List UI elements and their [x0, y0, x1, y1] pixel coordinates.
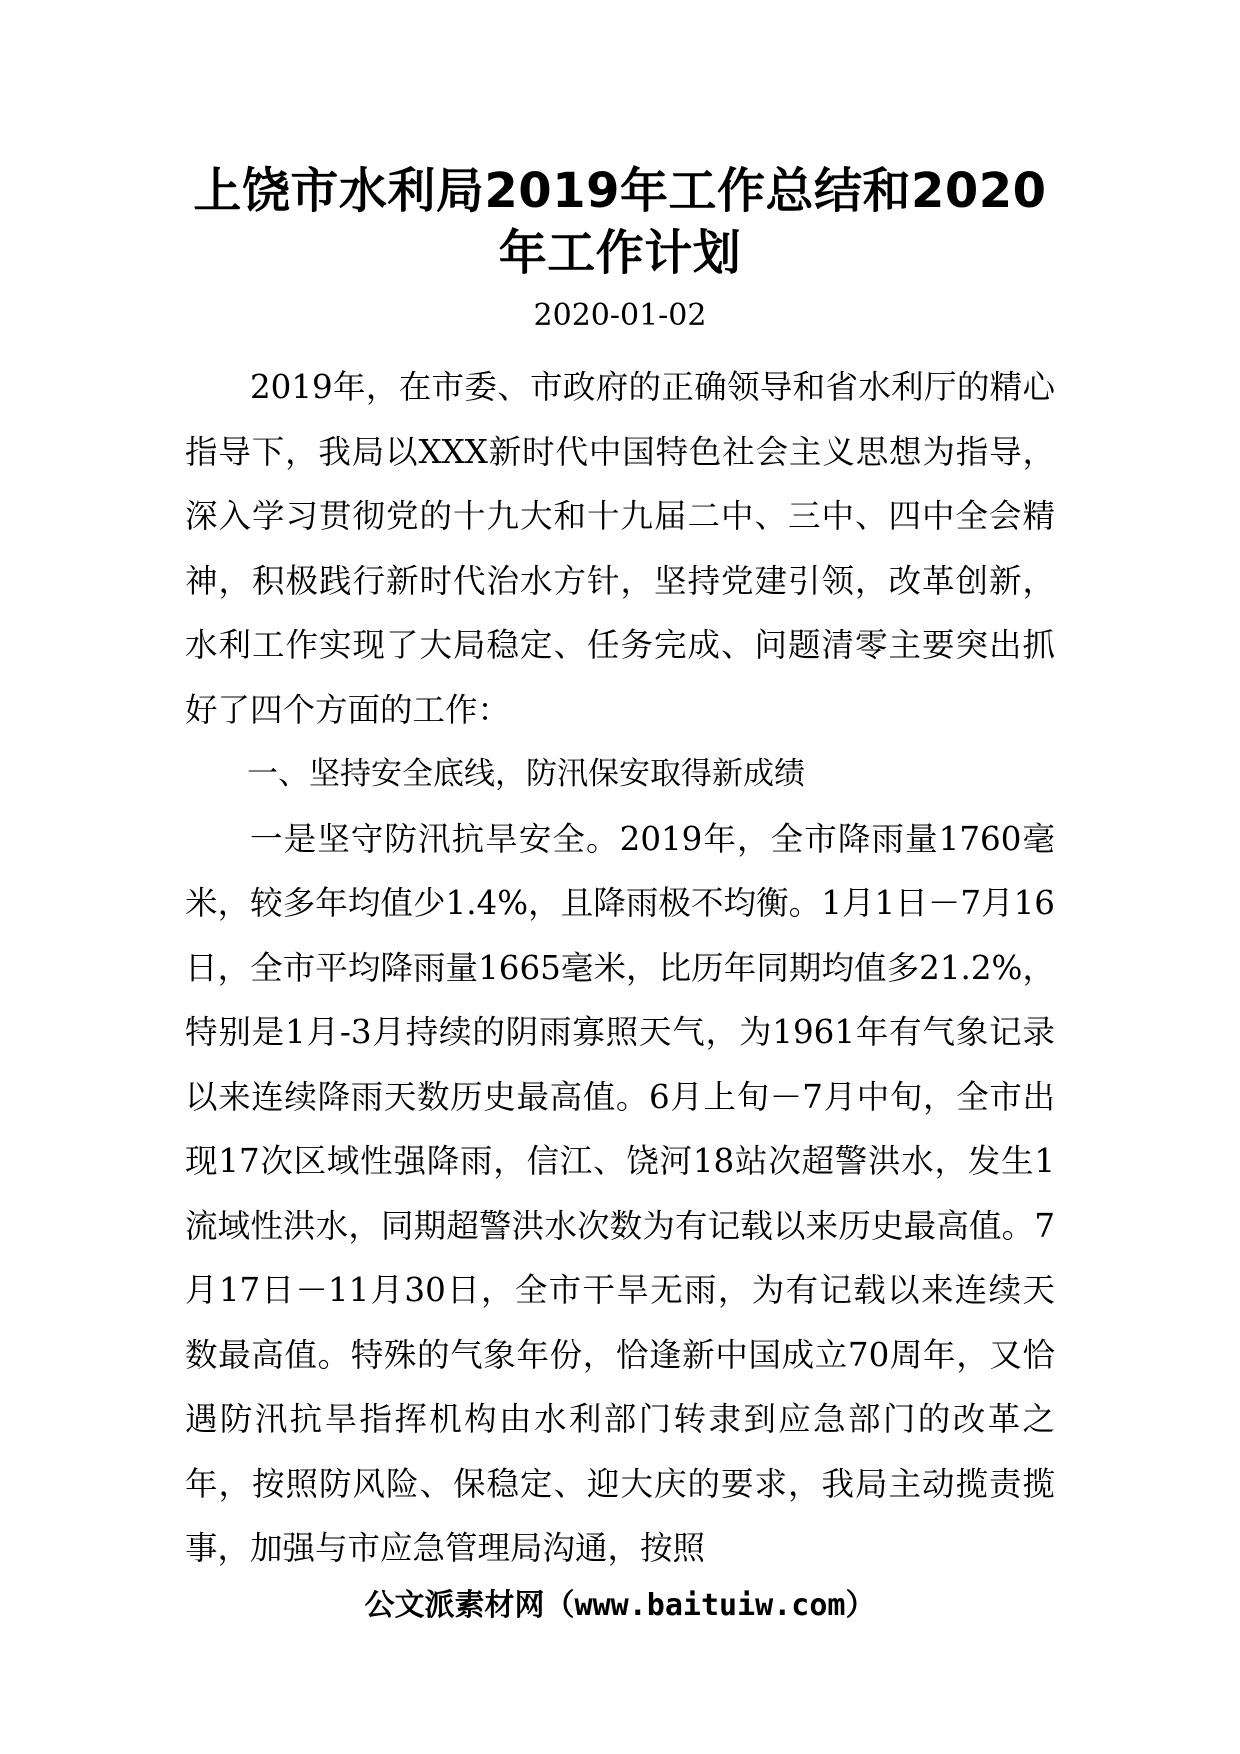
footer-source-text: 公文派素材网（www.baituiw.com） [364, 1588, 876, 1623]
body-paragraph: 一是坚守防汛抗旱安全。2019年，全市降雨量1760毫米，较多年均值少1.4%，且降雨极不均衡。1月1日－7月16日，全市平均降雨量1665毫米，比历年同期均值多21.2%，特别是1月-3月持续的阴雨寡照天气，为1961年有气象记录以来连续降雨天数历史最高值。6月上旬－7月中旬，全市出现17次区域性强降雨，信江、饶河18站次超警洪水，发生1流域性洪水，同期超警洪水次数为有记载以来历史最高值。7月17日－11月30日，全市干旱无雨，为有记载以来连续天数最高值。特殊的气象年份，恰逢新中国成立70周年，又恰遇防汛抗旱指挥机构由水利部门转隶到应急部门的改革之年，按照防风险、保稳定、迎大庆的要求，我局主动揽责揽事，加强与市应急管理局沟通，按照 [185, 819, 1055, 1567]
section-heading: 一、坚持安全底线，防汛保安取得新成绩 [247, 756, 805, 792]
document-title: 上饶市水利局2019年工作总结和2020年工作计划 [193, 163, 1047, 281]
document-date: 2020-01-02 [533, 298, 707, 333]
document-body [185, 355, 1055, 1581]
intro-paragraph: 2019年，在市委、市政府的正确领导和省水利厅的精心指导下，我局以XXX新时代中国特色社会主义思想为指导，深入学习贯彻党的十九大和十九届二中、三中、四中全会精神，积极践行新时代治水方针，坚持党建引领，改革创新，水利工作实现了大局稳定、任务完成、问题清零主要突出抓好了四个方面的工作： [185, 368, 1055, 729]
